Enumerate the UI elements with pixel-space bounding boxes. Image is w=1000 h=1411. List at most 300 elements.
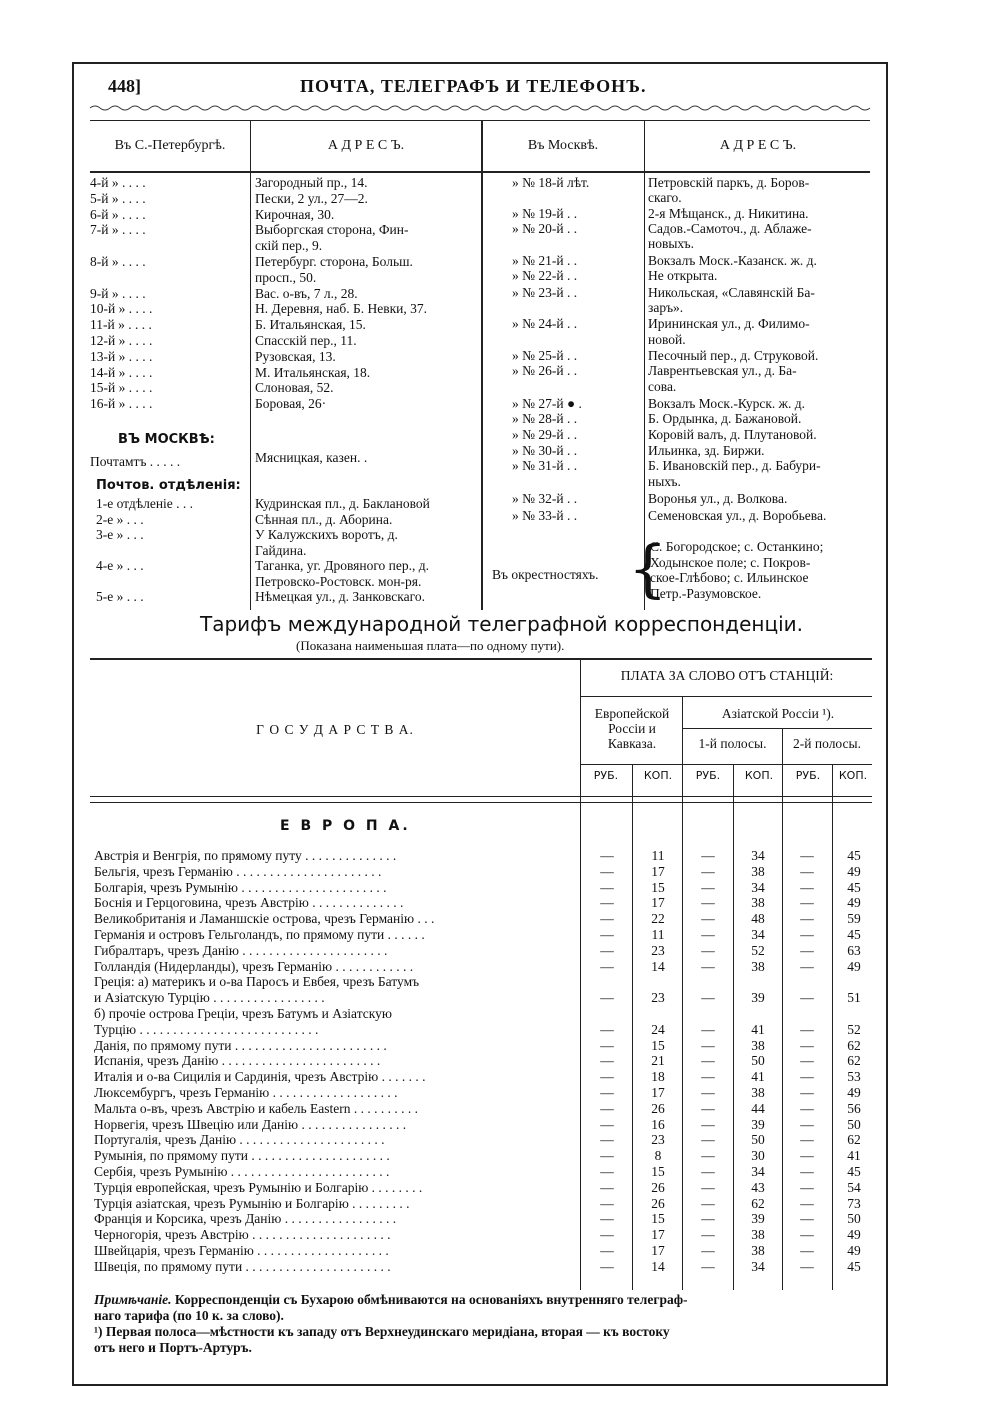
zone2-kop: 52 (847, 1021, 861, 1037)
moscow-office-label: » № 27-й ● . (512, 396, 582, 411)
zone1-kop: 30 (751, 1148, 765, 1164)
rub-dash: — (800, 942, 814, 958)
moscow-office-label: » № 26-й . . (512, 363, 578, 378)
spb-office-label: 9-й » . . . . (90, 285, 146, 301)
zone2-kop: 49 (847, 958, 861, 974)
spb-office-label: 10-й » . . . . (90, 301, 153, 317)
rub-dash: — (600, 1164, 614, 1179)
rub-dash: — (600, 863, 614, 879)
european-kop: 11 (651, 848, 665, 863)
spb-office-address: Выборгская сторона, Фин- (255, 222, 409, 238)
european-kop: 24 (651, 1021, 665, 1037)
rub-dash: — (800, 927, 814, 942)
rule (90, 802, 872, 803)
note-lead: Примѣчаніе. (94, 1292, 172, 1307)
col-spb-header: Въ С.-Петербургѣ. (114, 138, 226, 153)
european-kop: 26 (651, 1179, 665, 1195)
rub-dash: — (701, 1227, 715, 1243)
moscow-office-label: » № 24-й . . (512, 316, 578, 331)
spb-office-label: 11-й » . . . . (90, 317, 152, 333)
spb-office-address: Слоновая, 52. (255, 380, 334, 396)
spb-office-label: 16-й » . . . . (90, 396, 153, 412)
rub-dash: — (600, 1069, 614, 1085)
spb-office-address: Спасскій пер., 11. (255, 333, 357, 348)
rub-dash: — (800, 1053, 814, 1069)
spb-office-address: Боровая, 26· (255, 396, 327, 412)
branch-label: 5-е » . . . (96, 589, 144, 604)
branch-address: Петровско-Ростовск. мон-ря. (255, 573, 422, 589)
moscow-office-label: » № 21-й . . (512, 253, 578, 268)
zone2-kop: 41 (847, 1148, 861, 1164)
rub-dash: — (600, 1195, 614, 1211)
european-kop: 17 (651, 1243, 665, 1258)
rub-dash: — (800, 1258, 814, 1274)
note-1 (94, 1292, 688, 1308)
rub-dash: — (701, 1116, 715, 1132)
zone2-kop: 50 (847, 1116, 861, 1132)
moscow-office-label: » № 20-й . . (512, 221, 578, 236)
rub-dash: — (600, 1100, 614, 1116)
country-name: и Азіатскую Турцію . . . . . . . . . . . . . . . . . (94, 990, 325, 1006)
rub-dash: — (800, 990, 814, 1006)
branch-address: Гайдина. (255, 542, 307, 558)
spb-office-label: 13-й » . . . . (90, 348, 153, 364)
zone2-kop: 49 (847, 863, 861, 879)
rub-dash: — (701, 958, 715, 974)
country-name: Черногорія, чрезъ Австрію . . . . . . . . . . . . . . . . . . . . . (94, 1227, 391, 1243)
country-name: Гибралтаръ, чрезъ Данію . . . . . . . . . . . . . . . . . . . . . . (94, 942, 388, 958)
zone2-kop: 53 (847, 1069, 861, 1085)
rub-dash: — (800, 1021, 814, 1037)
european-kop: 14 (651, 1258, 665, 1274)
moscow-office-address: Семеновская ул., д. Воробьева. (648, 508, 827, 523)
european-kop: 15 (651, 1211, 665, 1227)
unit-label: РУБ. (593, 769, 619, 782)
states-header: Г О С У Д А Р С Т В А. (256, 722, 414, 737)
moscow-office-label: » № 30-й . . (512, 443, 578, 458)
moscow-office-address: Лаврентьевская ул., д. Ба- (648, 363, 797, 378)
spb-office-address: скій пер., 9. (255, 238, 323, 254)
branch-address: У Калужскихъ воротъ, д. (255, 527, 398, 542)
rub-dash: — (600, 1227, 614, 1243)
zone2-kop: 50 (847, 1211, 861, 1227)
european-header-1: Европейской (594, 706, 670, 721)
zone2-kop: 45 (847, 879, 861, 895)
zone2-header: 2-й полосы. (793, 736, 861, 751)
zone2-kop: 49 (847, 895, 861, 911)
branch-address: Сѣнная пл., д. Аборина. (255, 511, 393, 527)
note-2: ¹) Первая полоса—мѣстности къ западу отъ Верхнеудинскаго меридіана, вторая — къ востоку (94, 1324, 670, 1339)
zone1-kop: 38 (751, 1085, 765, 1100)
rub-dash: — (800, 1243, 814, 1258)
moscow-office-address: Ирининская ул., д. Филимо- (648, 316, 810, 331)
spb-office-label: 5-й » . . . . (90, 190, 146, 206)
rub-dash: — (800, 1069, 814, 1085)
moscow-office-address: новыхъ. (648, 236, 695, 251)
asian-header: Азіатской Россіи ¹). (721, 706, 835, 721)
zone1-kop: 48 (751, 911, 765, 927)
rub-dash: — (800, 911, 814, 927)
section-europe: Е В Р О П А. (280, 818, 411, 834)
zone2-kop: 63 (847, 942, 861, 958)
rub-dash: — (701, 1085, 715, 1100)
european-kop: 18 (651, 1069, 665, 1085)
rub-dash: — (701, 863, 715, 879)
rub-dash: — (701, 990, 715, 1006)
vicinity-line: Ходынское поле; с. Покров- (650, 554, 811, 570)
note-2-cont: отъ него и Портъ-Артуръ. (94, 1340, 252, 1355)
zone2-kop: 45 (847, 848, 861, 863)
zone1-kop: 38 (751, 958, 765, 974)
rub-dash: — (701, 1069, 715, 1085)
country-name: Болгарія, чрезъ Румынію . . . . . . . . . . . . . . . . . . . . . . (94, 879, 387, 895)
moscow-office-label: » № 23-й . . (512, 285, 578, 300)
col-address-header: А Д Р Е С Ъ. (327, 138, 405, 153)
zone1-kop: 50 (751, 1132, 765, 1148)
spb-office-label: 7-й » . . . . (90, 222, 146, 238)
rub-dash: — (800, 1195, 814, 1211)
rub-dash: — (800, 895, 814, 911)
spb-office-label: 14-й » . . . . (90, 364, 153, 380)
european-kop: 15 (651, 1037, 665, 1053)
rub-dash: — (701, 1258, 715, 1274)
european-kop: 26 (651, 1195, 665, 1211)
european-kop: 11 (651, 927, 665, 942)
spb-office-label: 4-й » . . . . (90, 175, 146, 190)
zone2-kop: 73 (847, 1195, 861, 1211)
branch-label: 1-е отдѣленіе . . . (96, 496, 194, 511)
zone1-kop: 34 (751, 1258, 765, 1274)
zone2-kop: 59 (847, 911, 861, 927)
country-name: Австрія и Венгрія, по прямому путу . . . . . . . . . . . . . . (94, 848, 397, 863)
country-name: б) прочіе острова Греціи, чрезъ Батумъ и Азіатскую (94, 1006, 392, 1021)
col-address-header-2: А Д Р Е С Ъ. (719, 138, 797, 153)
rub-dash: — (600, 927, 614, 942)
rub-dash: — (600, 1037, 614, 1053)
european-kop: 14 (651, 958, 665, 974)
moscow-office-address: Песочный пер., д. Струковой. (648, 348, 819, 363)
rub-dash: — (600, 958, 614, 974)
pochtamt-address: Мясницкая, казен. . (255, 450, 368, 465)
moscow-office-address: ныхъ. (648, 474, 681, 489)
european-kop: 21 (651, 1053, 665, 1069)
zone1-kop: 52 (751, 942, 765, 958)
rub-dash: — (600, 1258, 614, 1274)
country-name: Турцію . . . . . . . . . . . . . . . . . . . . . . . . . . . (94, 1021, 319, 1037)
rub-dash: — (600, 1243, 614, 1258)
branch-address: Нѣмецкая ул., д. Занковскаго. (255, 589, 425, 604)
country-name: Румынія, по прямому пути . . . . . . . . . . . . . . . . . . . . . (94, 1148, 390, 1164)
spb-office-address: Петербург. сторона, Больш. (255, 254, 413, 269)
zone2-kop: 62 (847, 1132, 861, 1148)
country-name: Голландія (Нидерланды), чрезъ Германію . . . . . . . . . . . . (94, 958, 414, 974)
moscow-office-label: » № 18-й лѣт. (512, 175, 590, 190)
moscow-office-address: Б. Ордынка, д. Бажановой. (648, 411, 802, 426)
spb-office-address: Загородный пр., 14. (255, 175, 368, 190)
rub-dash: — (800, 863, 814, 879)
vicinity-line: ское-Глѣбово; с. Ильинское (650, 570, 809, 585)
rub-dash: — (600, 895, 614, 911)
moscow-office-address: скаго. (648, 190, 682, 205)
wavy-rule (90, 104, 870, 112)
spb-office-address: Рузовская, 13. (255, 348, 336, 364)
moscow-office-address: Вокзалъ Моск.-Казанск. ж. д. (648, 253, 817, 268)
branches-heading: Почтов. отдѣленія: (96, 478, 241, 493)
zone2-kop: 51 (847, 990, 861, 1006)
rub-dash: — (600, 1085, 614, 1100)
rule (90, 658, 872, 660)
european-kop: 17 (651, 1085, 665, 1100)
rub-dash: — (800, 1148, 814, 1164)
divider (580, 658, 581, 1290)
zone1-kop: 34 (751, 879, 765, 895)
rub-dash: — (800, 1037, 814, 1053)
divider (782, 728, 783, 1290)
zone1-kop: 38 (751, 895, 765, 911)
country-name: Турція азіатская, чрезъ Румынію и Болгарію . . . . . . . . . (94, 1195, 410, 1211)
rub-dash: — (701, 1243, 715, 1258)
branch-label: 3-е » . . . (96, 527, 144, 542)
spb-office-address: Пески, 2 ул., 27—2. (255, 190, 368, 206)
european-kop: 17 (651, 895, 665, 911)
country-name: Греція: а) материкъ и о-ва Паросъ и Евбея, чрезъ Батумъ (94, 974, 420, 990)
rub-dash: — (800, 1132, 814, 1148)
moscow-office-address: Вокзалъ Моск.-Курск. ж. д. (648, 396, 805, 411)
country-name: Бельгія, чрезъ Германію . . . . . . . . . . . . . . . . . . . . . . (94, 863, 382, 879)
unit-label: РУБ. (695, 769, 721, 782)
moscow-office-address: сова. (648, 379, 677, 394)
zone1-kop: 38 (751, 1037, 765, 1053)
tariff-subtitle: (Показана наименьшая плата—по одному пути). (296, 638, 565, 653)
brace: { (628, 532, 668, 605)
zone2-kop: 49 (847, 1085, 861, 1100)
rub-dash: — (800, 1085, 814, 1100)
rub-dash: — (701, 879, 715, 895)
moscow-office-address: Ильинка, зд. Биржи. (648, 443, 765, 458)
zone1-kop: 50 (751, 1053, 765, 1069)
vicinity-line: Петр.-Разумовское. (650, 585, 762, 601)
country-name: Германія и островъ Гельголандъ, по прямому пути . . . . . . (94, 927, 425, 942)
col-moscow-header: Въ Москвѣ. (527, 138, 599, 153)
branch-label: 4-е » . . . (96, 558, 144, 573)
page-title: ПОЧТА, ТЕЛЕГРАФЪ И ТЕЛЕФОНЪ. (300, 76, 647, 96)
rub-dash: — (701, 1021, 715, 1037)
moscow-office-address: Коровій валъ, д. Плутановой. (648, 427, 817, 442)
country-name: Испанія, чрезъ Данію . . . . . . . . . . . . . . . . . . . . . . . . (94, 1053, 381, 1069)
rub-dash: — (701, 1132, 715, 1148)
rub-dash: — (800, 1227, 814, 1243)
rub-dash: — (600, 1053, 614, 1069)
european-kop: 16 (651, 1116, 665, 1132)
rub-dash: — (800, 848, 814, 863)
country-name: Турція европейская, чрезъ Румынію и Болгарію . . . . . . . . (94, 1179, 423, 1195)
address-table-header (90, 120, 870, 173)
rub-dash: — (600, 848, 614, 863)
rub-dash: — (600, 942, 614, 958)
rub-dash: — (701, 1179, 715, 1195)
rule (580, 696, 872, 697)
european-header-2: Россіи и (608, 721, 656, 736)
moscow-office-address: новой. (648, 332, 686, 347)
zone1-header: 1-й полосы. (698, 736, 767, 751)
spb-office-label: 8-й » . . . . (90, 254, 146, 269)
zone2-kop: 49 (847, 1243, 861, 1258)
european-kop: 15 (651, 879, 665, 895)
zone1-kop: 62 (751, 1195, 765, 1211)
moscow-office-label: » № 32-й . . (512, 491, 578, 506)
zone1-kop: 39 (751, 990, 765, 1006)
rub-dash: — (600, 990, 614, 1006)
zone1-kop: 43 (751, 1179, 765, 1195)
rub-dash: — (800, 879, 814, 895)
vicinity-line: С. Богородское; с. Останкино; (650, 539, 824, 554)
european-kop: 22 (651, 911, 665, 927)
country-name: Боснія и Герцоговина, чрезъ Австрію . . . . . . . . . . . . . . (94, 895, 404, 911)
moscow-office-address: Петровскій паркъ, д. Боров- (648, 175, 810, 190)
unit-label: КОП. (838, 769, 868, 782)
moscow-office-label: » № 28-й . . (512, 411, 578, 426)
rub-dash: — (600, 1116, 614, 1132)
divider (832, 764, 833, 1290)
rub-dash: — (600, 1021, 614, 1037)
unit-label: КОП. (744, 769, 774, 782)
rub-dash: — (701, 1037, 715, 1053)
spb-office-address: Вас. о-въ, 7 л., 28. (255, 285, 358, 301)
country-name: Италія и о-ва Сицилія и Сардинія, чрезъ Австрію . . . . . . . (94, 1069, 426, 1085)
fee-header: ПЛАТА ЗА СЛОВО ОТЪ СТАНЦІЙ: (620, 668, 834, 683)
moscow-office-label: » № 29-й . . (512, 427, 578, 442)
zone2-kop: 45 (847, 1258, 861, 1274)
european-kop: 23 (651, 942, 665, 958)
country-name: Великобританія и Ламаншскіе острова, чрезъ Германію . . . (94, 911, 435, 927)
branch-label: 2-е » . . . (96, 511, 144, 527)
rub-dash: — (701, 848, 715, 863)
moscow-office-address: заръ». (648, 300, 684, 315)
zone1-kop: 34 (751, 927, 765, 942)
country-name: Португалія, чрезъ Данію . . . . . . . . . . . . . . . . . . . . . . (94, 1132, 385, 1148)
country-name: Швеція, по прямому пути . . . . . . . . . . . . . . . . . . . . . . (94, 1258, 391, 1274)
moscow-office-label: » № 25-й . . (512, 348, 578, 363)
moscow-office-address: 2-я Мѣщанск., д. Никитина. (648, 206, 809, 221)
moscow-office-address: Не открыта. (648, 268, 718, 283)
rub-dash: — (701, 1053, 715, 1069)
moscow-office-label: » № 19-й . . (512, 206, 578, 221)
european-kop: 26 (651, 1100, 665, 1116)
zone1-kop: 38 (751, 1243, 765, 1258)
rub-dash: — (701, 942, 715, 958)
zone1-kop: 38 (751, 1227, 765, 1243)
rub-dash: — (701, 895, 715, 911)
unit-label: КОП. (643, 769, 673, 782)
moscow-office-address: Никольская, «Славянскій Ба- (648, 285, 815, 300)
rub-dash: — (701, 1164, 715, 1179)
country-name: Норвегія, чрезъ Швецію или Данію . . . . . . . . . . . . . . . . (94, 1116, 407, 1132)
rub-dash: — (600, 1179, 614, 1195)
spb-office-address: просп., 50. (255, 269, 317, 285)
note-1-cont: наго тарифа (по 10 к. за слово). (94, 1308, 284, 1323)
zone1-kop: 34 (751, 1164, 765, 1179)
rub-dash: — (701, 1100, 715, 1116)
zone1-kop: 41 (751, 1021, 765, 1037)
divider (632, 764, 633, 1290)
country-name: Сербія, чрезъ Румынію . . . . . . . . . . . . . . . . . . . . . . . . (94, 1164, 390, 1179)
rub-dash: — (800, 1100, 814, 1116)
european-kop: 23 (651, 1132, 665, 1148)
unit-label: РУБ. (795, 769, 821, 782)
zone2-kop: 62 (847, 1053, 861, 1069)
european-kop: 17 (651, 1227, 665, 1243)
page-number: 448] (108, 76, 141, 96)
moscow-office-address: Воронья ул., д. Волкова. (648, 491, 788, 506)
european-kop: 23 (651, 990, 665, 1006)
rub-dash: — (800, 1211, 814, 1227)
pochtamt-label: Почтамтъ . . . . . (90, 454, 181, 469)
zone2-kop: 54 (847, 1179, 861, 1195)
rule (90, 796, 872, 797)
european-kop: 15 (651, 1164, 665, 1179)
spb-office-address: Кирочная, 30. (255, 206, 335, 222)
rub-dash: — (701, 911, 715, 927)
rule (682, 728, 872, 729)
moscow-office-label: » № 31-й . . (512, 458, 578, 473)
divider (481, 120, 483, 610)
moscow-office-label: » № 22-й . . (512, 268, 578, 283)
country-name: Люксембургъ, чрезъ Германію . . . . . . . . . . . . . . . . . . . (94, 1085, 398, 1100)
rub-dash: — (701, 1211, 715, 1227)
divider (250, 120, 251, 610)
country-name: Мальта о-въ, чрезъ Австрію и кабель Eastern . . . . . . . . . . (94, 1100, 419, 1116)
rub-dash: — (600, 879, 614, 895)
country-name: Данія, по прямому пути . . . . . . . . . . . . . . . . . . . . . . . (94, 1037, 387, 1053)
rub-dash: — (701, 927, 715, 942)
european-header-3: Кавказа. (607, 736, 657, 751)
moscow-heading: ВЪ МОСКВѢ: (118, 432, 215, 447)
country-name: Франція и Корсика, чрезъ Данію . . . . . . . . . . . . . . . . . (94, 1211, 397, 1227)
zone2-kop: 45 (847, 1164, 861, 1179)
zone1-kop: 44 (751, 1100, 765, 1116)
rub-dash: — (600, 1211, 614, 1227)
rub-dash: — (800, 1179, 814, 1195)
spb-office-address: Н. Деревня, наб. Б. Невки, 37. (255, 301, 428, 317)
rub-dash: — (701, 1195, 715, 1211)
branch-address: Таганка, уг. Дровяного пер., д. (255, 558, 430, 573)
zone2-kop: 56 (847, 1100, 861, 1116)
moscow-office-label: » № 33-й . . (512, 508, 578, 523)
rub-dash: — (600, 1132, 614, 1148)
zone2-kop: 62 (847, 1037, 861, 1053)
zone1-kop: 39 (751, 1211, 765, 1227)
zone1-kop: 39 (751, 1116, 765, 1132)
rub-dash: — (600, 1148, 614, 1164)
country-name: Швейцарія, чрезъ Германію . . . . . . . . . . . . . . . . . . . . (94, 1243, 389, 1258)
spb-office-address: М. Итальянская, 18. (255, 364, 371, 380)
zone2-kop: 49 (847, 1227, 861, 1243)
spb-office-label: 6-й » . . . . (90, 206, 146, 222)
moscow-office-address: Б. Ивановскій пер., д. Бабури- (648, 458, 821, 473)
moscow-office-address: Садов.-Самоточ., д. Аблаже- (648, 221, 812, 236)
rub-dash: — (701, 1148, 715, 1164)
spb-office-address: Б. Итальянская, 15. (255, 317, 366, 333)
zone1-kop: 34 (751, 848, 765, 863)
branch-address: Кудринская пл., д. Баклановой (255, 496, 430, 511)
rule (580, 764, 872, 765)
european-kop: 17 (651, 863, 665, 879)
note-1-text: Корреспонденціи съ Бухарою обмѣниваются на основаніяхъ внутренняго телеграф- (171, 1292, 688, 1307)
tariff-title: Тарифъ международной телеграфной корреспонденціи. (200, 612, 803, 636)
rub-dash: — (800, 1116, 814, 1132)
european-kop: 8 (654, 1148, 662, 1164)
rub-dash: — (800, 958, 814, 974)
